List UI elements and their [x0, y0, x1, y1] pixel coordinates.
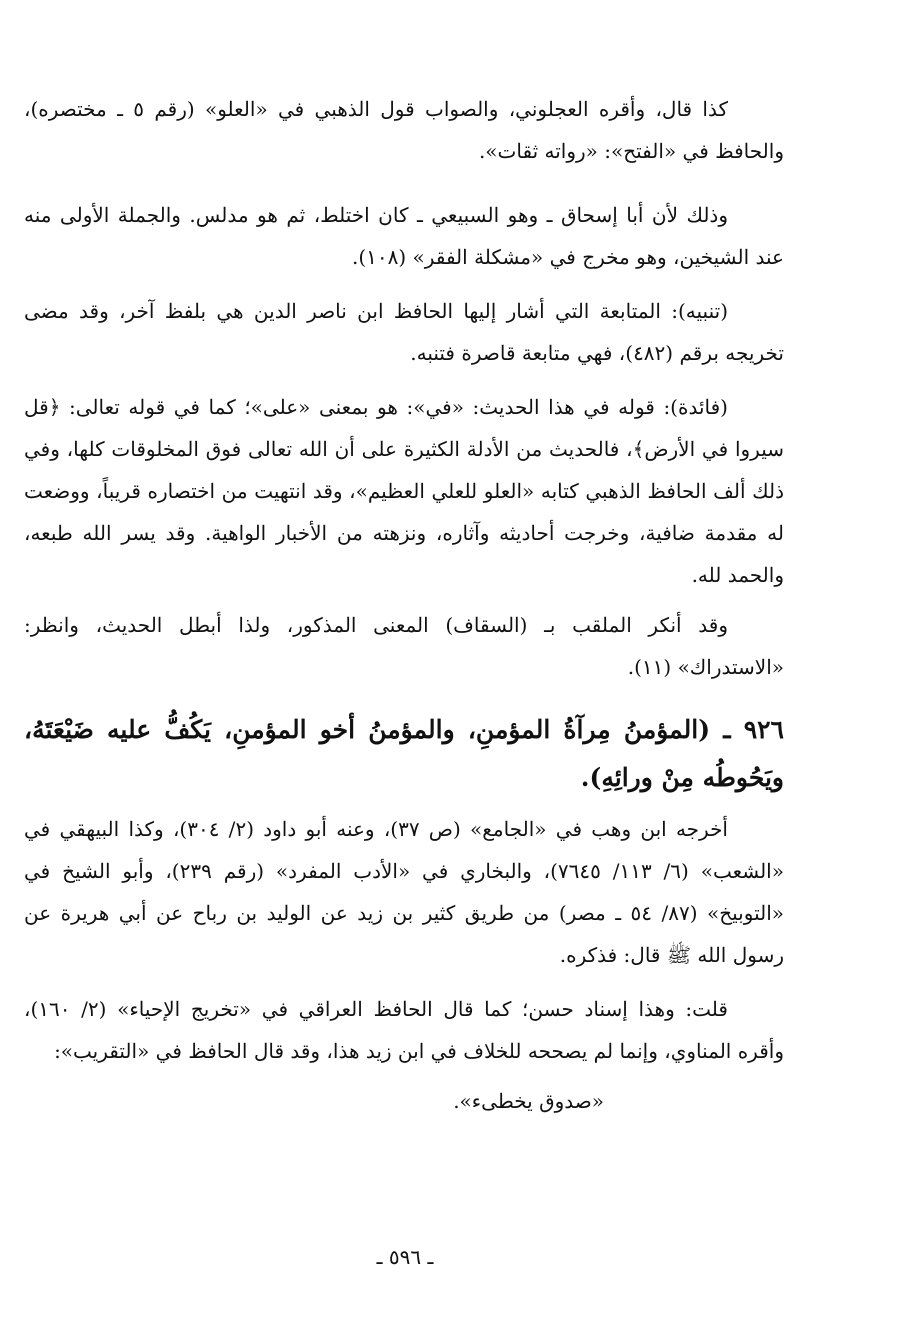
paragraph-qultu: قلت: وهذا إسناد حسن؛ كما قال الحافظ العراقي في «تخريج الإحياء» (٢/ ١٦٠)، وأقره المناوي، وإنما لم يصححه للخلاف في ابن زيد هذا، وقد قال الحافظ في «التقريب»:: [24, 997, 784, 1063]
hadith-heading: ٩٢٦ ـ (المؤمنُ مِرآةُ المؤمنِ، والمؤمنُ أخو المؤمنِ، يَكُفُّ عليه ضَيْعَتَهُ، ويَحُوطُه مِنْ ورائِهِ).: [24, 715, 784, 792]
paragraph-abu-ishaq: وذلك لأن أبا إسحاق ـ وهو السبيعي ـ كان اختلط، ثم هو مدلس. والجملة الأولى منه عند الشيخين، وهو مخرج في «مشكلة الفقر» (١٠٨).: [24, 203, 784, 269]
paragraph-alulu-quote: كذا قال، وأقره العجلوني، والصواب قول الذهبي في «العلو» (رقم ٥ ـ مختصره)، والحافظ في «الفتح»: «رواته ثقات».: [24, 97, 784, 163]
page-body: [24, 88, 784, 1122]
paragraph-faida: (فائدة): قوله في هذا الحديث: «في»: هو بمعنى «على»؛ كما في قوله تعالى: ﴿قل سيروا في الأرض﴾، فالحديث من الأدلة الكثيرة على أن الله تعالى فوق المخلوقات كلها، وفي ذلك ألف الحافظ الذهبي كتابه «العلو للعلي العظيم»، وقد انتهيت من اختصاره قريباً، ووضعت له مقدمة ضافية، وخرجت أحاديثه وآثاره، ونزهته من الأخبار الواهية. وقد يسر الله طبعه، والحمد لله.: [24, 395, 784, 587]
paragraph-takhrij: أخرجه ابن وهب في «الجامع» (ص ٣٧)، وعنه أبو داود (٢/ ٣٠٤)، وكذا البيهقي في «الشعب» (٦/ ١١٣/ ٧٦٤٥)، والبخاري في «الأدب المفرد» (رقم ٢٣٩)، وأبو الشيخ في «التوبيخ» (٨٧/ ٥٤ ـ مصر) من طريق كثير بن زيد عن الوليد بن رباح عن أبي هريرة عن رسول الله ﷺ قال: فذكره.: [24, 817, 784, 967]
page-number: ـ ٥٩٦ ـ: [376, 1245, 434, 1269]
paragraph-saqqaf: وقد أنكر الملقب بـ (السقاف) المعنى المذكور، ولذا أبطل الحديث، وانظر: «الاستدراك» (١١).: [24, 613, 784, 679]
paragraph-taqrib-quote: «صدوق يخطىء».: [453, 1089, 604, 1113]
paragraph-tanbih: (تنبيه): المتابعة التي أشار إليها الحافظ ابن ناصر الدين هي بلفظ آخر، وقد مضى تخريجه برقم (٤٨٢)، فهي متابعة قاصرة فتنبه.: [24, 299, 784, 365]
